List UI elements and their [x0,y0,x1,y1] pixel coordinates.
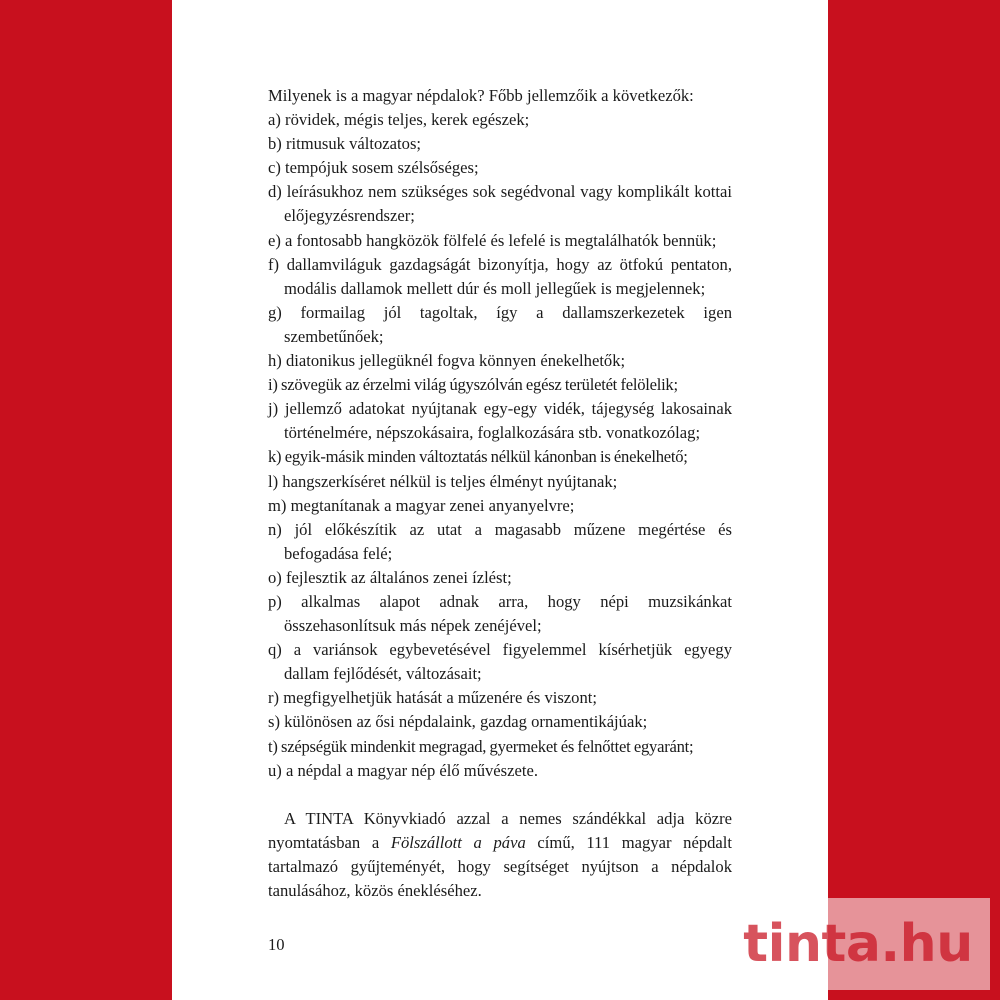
list-item: c) tempójuk sosem szélsőséges; [268,158,479,178]
list-item: l) hangszerkíséret nélkül is teljes élményt nyújtanak; [268,471,618,491]
page-number: 10 [268,935,285,954]
paragraph-text-before: A TINTA Könyvkiadó azzal a nemes szándékkal adja közre nyomtatásban a [268,808,732,852]
page-content [268,84,732,920]
list-item: g) formailag jól tagoltak, így a dallamszerkezetek igen szembetűnőek; [268,302,732,346]
list-item: r) megfigyelhetjük hatását a műzenére és viszont; [268,688,597,708]
list-item: b) ritmusuk változatos; [268,134,422,154]
list-item: m) megtanítanak a magyar zenei anyanyelvre; [268,495,575,515]
list-item: t) szépségük mindenkit megragad, gyermeket és felnőttet egyaránt; [268,736,694,756]
list-item: n) jól előkészítik az utat a magasabb műzene megértése és befogadása felé; [268,519,732,563]
list-item: i) szövegük az érzelmi világ úgyszólván egész területét felölelik; [268,375,678,395]
watermark-logo [726,898,990,990]
publisher-paragraph [268,807,732,903]
list-item: e) a fontosabb hangközök fölfelé és lefelé is megtalálhatók bennük; [268,230,717,250]
list-item: s) különösen az ősi népdalaink, gazdag ornamentikájúak; [268,712,648,732]
paragraph-text-after: című, 111 magyar népdalt tartalmazó gyűjteményét, hogy segítséget nyújtson a népdalok tanulásához, közös énekléséhez. [268,832,733,900]
list-item: a) rövidek, mégis teljes, kerek egészek; [268,110,530,130]
list-item: h) diatonikus jellegüknél fogva könnyen énekelhetők; [268,351,626,371]
list-item: k) egyik-másik minden változtatás nélkül kánonban is énekelhető; [268,447,688,467]
list-item: f) dallamviláguk gazdagságát bizonyítja, hogy az ötfokú pentaton, modális dallamok mellett dúr és moll jellegűek is megjelennek; [268,254,732,298]
list-item: o) fejlesztik az általános zenei ízlést; [268,567,512,587]
book-page [172,0,828,1000]
list-item: q) a variánsok egybevetésével figyelemmel kísérhetjük egyegy dallam fejlődését, változásait; [268,640,732,684]
list-item: d) leírásukhoz nem szükséges sok segédvonal vagy komplikált kottai előjegyzésrendszer; [268,182,732,226]
intro-line: Milyenek is a magyar népdalok? Főbb jellemzőik a következők: [268,86,694,105]
list-item: u) a népdal a magyar nép élő művészete. [268,760,538,780]
list-item: p) alkalmas alapot adnak arra, hogy népi muzsikánkat összehasonlítsuk más népek zenéjével; [268,591,732,636]
watermark-text: tinta.hu [743,914,973,974]
list-item: j) jellemző adatokat nyújtanak egy-egy vidék, tájegység lakosainak történelmére, népszokásaira, foglalkozására stb. vonatkozólag; [268,399,732,443]
characteristics-list [268,108,732,783]
songbook-title: Fölszállott a páva [390,832,526,852]
